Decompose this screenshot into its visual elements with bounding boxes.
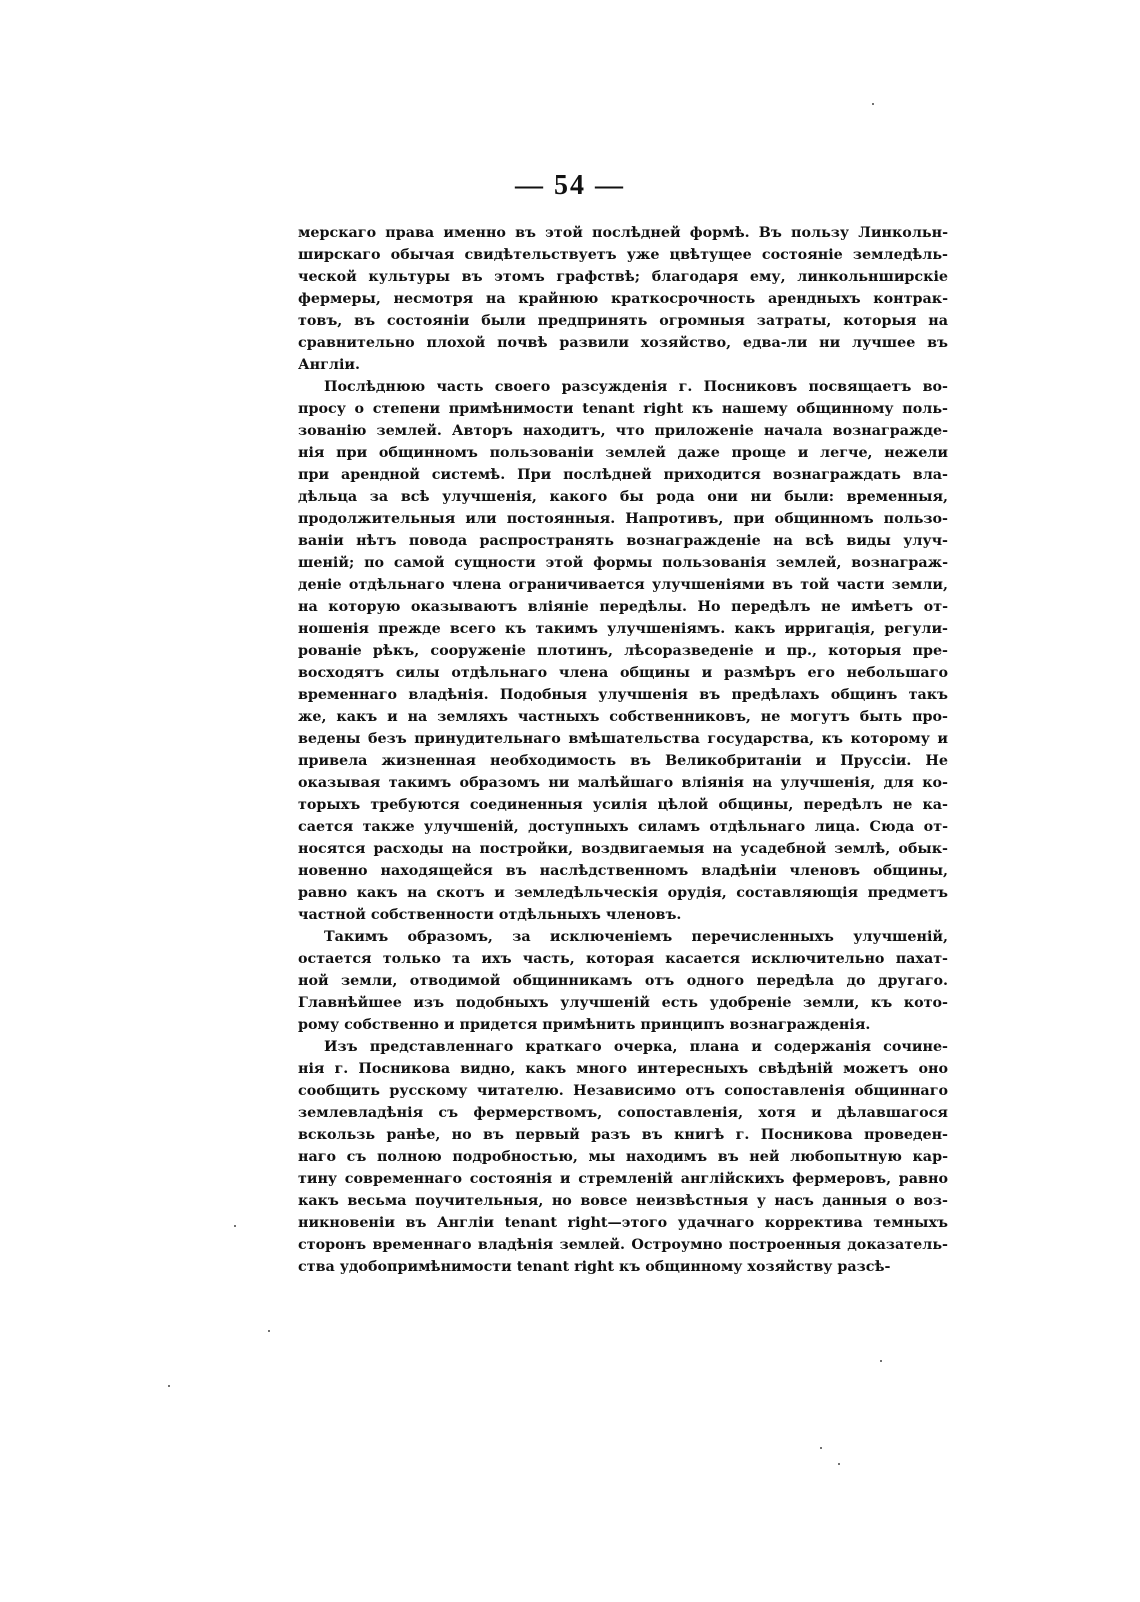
scan-speck [234, 1225, 236, 1227]
text-line: равно какъ на скотъ и земледѣльческія орудія, составляющія предметъ [298, 885, 948, 901]
text-line: при арендной системѣ. При послѣдней приходится вознаграждать вла- [298, 467, 948, 483]
text-line: какъ весьма поучительныя, но вовсе неизвѣстныя у насъ данныя о воз- [298, 1193, 948, 1209]
text-line: сается также улучшеній, доступныхъ силамъ отдѣльнаго лица. Сюда от- [298, 819, 948, 835]
text-line: новенно находящейся въ наслѣдственномъ владѣніи членовъ общины, [298, 863, 948, 879]
text-line: Послѣднюю часть своего разсужденія г. Посниковъ посвящаетъ во- [324, 379, 948, 395]
scan-speck [838, 1463, 840, 1465]
scan-speck [268, 1330, 270, 1332]
text-line: сообщить русскому читателю. Независимо отъ сопоставленія общиннаго [298, 1083, 948, 1099]
text-line: привела жизненная необходимость въ Великобританіи и Пруссіи. Не [298, 753, 948, 769]
text-line: дѣльца за всѣ улучшенія, какого бы рода они ни были: временныя, [298, 489, 948, 505]
text-line: никновеніи въ Англіи tenant right—этого удачнаго корректива темныхъ [298, 1215, 948, 1231]
text-line: сравнительно плохой почвѣ развили хозяйство, едва-ли ни лучшее въ [298, 335, 948, 351]
text-line: вскользь ранѣе, но въ первый разъ въ книгѣ г. Посникова проведен- [298, 1127, 948, 1143]
text-line: товъ, въ состояніи были предпринять огромныя затраты, которыя на [298, 313, 948, 329]
text-line: ношенія прежде всего къ такимъ улучшеніямъ. какъ ирригація, регули- [298, 621, 948, 637]
text-line: нія при общинномъ пользованіи землей даже проще и легче, нежели [298, 445, 948, 461]
text-line: ной земли, отводимой общинникамъ отъ одного передѣла до другаго. [298, 973, 948, 989]
text-line: ства удобопримѣнимости tenant right къ общинному хозяйству разсѣ- [298, 1259, 891, 1275]
paragraph [298, 1036, 948, 1278]
text-line: на которую оказываютъ вліяніе передѣлы. Но передѣлъ не имѣетъ от- [298, 599, 948, 615]
text-line: Главнѣйшее изъ подобныхъ улучшеній есть удобреніе земли, къ кото- [298, 995, 948, 1011]
text-line: фермеры, несмотря на крайнюю краткосрочность арендныхъ контрак- [298, 291, 948, 307]
text-line: сторонъ временнаго владѣнія землей. Остроумно построенныя доказатель- [298, 1237, 948, 1253]
body-text [298, 222, 948, 1278]
scan-speck [820, 1447, 822, 1449]
text-line: нія г. Посникова видно, какъ много интересныхъ свѣдѣній можетъ оно [298, 1061, 948, 1077]
text-line: Изъ представленнаго краткаго очерка, плана и содержанія сочине- [324, 1039, 948, 1055]
paragraph [298, 376, 948, 926]
text-line: ведены безъ принудительнаго вмѣшательства государства, къ которому и [298, 731, 948, 747]
scan-speck [168, 1385, 170, 1387]
text-line: частной собственности отдѣльныхъ членовъ. [298, 907, 682, 923]
text-line: Такимъ образомъ, за исключеніемъ перечисленныхъ улучшеній, [324, 929, 948, 945]
text-line: деніе отдѣльнаго члена ограничивается улучшеніями въ той части земли, [298, 577, 948, 593]
text-line: ширскаго обычая свидѣтельствуетъ уже цвѣтущее состояніе земледѣль- [298, 247, 948, 263]
text-line: Англіи. [298, 357, 360, 373]
text-line: оказывая такимъ образомъ ни малѣйшаго вліянія на улучшенія, для ко- [298, 775, 948, 791]
scan-speck [880, 1360, 882, 1362]
text-line: ческой культуры въ этомъ графствѣ; благодаря ему, линкольнширскіе [298, 269, 948, 285]
text-line: временнаго владѣнія. Подобныя улучшенія въ предѣлахъ общинъ такъ [298, 687, 948, 703]
text-line: просу о степени примѣнимости tenant right къ нашему общинному поль- [298, 401, 948, 417]
paragraph [298, 926, 948, 1036]
page-number: — 54 — [515, 170, 625, 201]
text-line: же, какъ и на земляхъ частныхъ собственниковъ, не могутъ быть про- [298, 709, 948, 725]
text-line: землевладѣнія съ фермерствомъ, сопоставленія, хотя и дѣлавшагося [298, 1105, 948, 1121]
text-line: рому собственно и придется примѣнить принципъ вознагражденія. [298, 1017, 871, 1033]
text-line: зованію землей. Авторъ находитъ, что приложеніе начала вознагражде- [298, 423, 948, 439]
text-line: восходятъ силы отдѣльнаго члена общины и размѣръ его небольшаго [298, 665, 948, 681]
text-line: рованіе рѣкъ, сооруженіе плотинъ, лѣсоразведеніе и пр., которыя пре- [298, 643, 948, 659]
text-line: наго съ полною подробностью, мы находимъ въ ней любопытную кар- [298, 1149, 948, 1165]
text-line: торыхъ требуются соединенныя усилія цѣлой общины, передѣлъ не ка- [298, 797, 948, 813]
text-line: носятся расходы на постройки, воздвигаемыя на усадебной землѣ, обык- [298, 841, 948, 857]
text-line: ваніи нѣтъ повода распространять вознагражденіе на всѣ виды улуч- [298, 533, 948, 549]
text-line: шеній; по самой сущности этой формы пользованія землей, вознаграж- [298, 555, 948, 571]
text-line: остается только та ихъ часть, которая касается исключительно пахат- [298, 951, 948, 967]
text-line: тину современнаго состоянія и стремленій англійскихъ фермеровъ, равно [298, 1171, 948, 1187]
text-line: продолжительныя или постоянныя. Напротивъ, при общинномъ пользо- [298, 511, 948, 527]
scan-speck [872, 103, 874, 105]
paragraph [298, 222, 948, 376]
text-line: мерскаго права именно въ этой послѣдней формѣ. Въ пользу Линкольн- [298, 225, 948, 241]
